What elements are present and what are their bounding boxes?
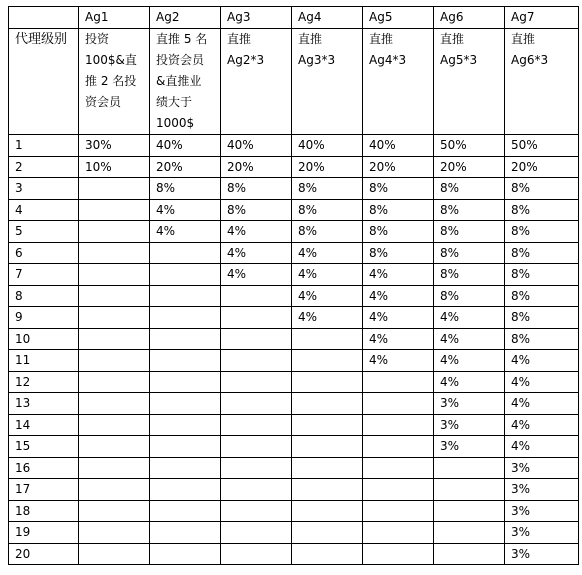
rate-cell-ag6: 50%: [434, 135, 505, 157]
rate-cell-ag2: [150, 500, 221, 522]
rate-cell-ag7: 50%: [505, 135, 579, 157]
rate-cell-ag2: [150, 307, 221, 329]
rate-cell-ag7: 3%: [505, 522, 579, 544]
header-cell-ag1: Ag1: [79, 7, 150, 29]
rate-cell-ag2: 40%: [150, 135, 221, 157]
rate-cell-ag4: [292, 500, 363, 522]
rate-cell-ag2: 4%: [150, 221, 221, 243]
rate-cell-ag6: 3%: [434, 393, 505, 415]
rate-cell-ag7: 8%: [505, 242, 579, 264]
rate-cell-ag2: 20%: [150, 156, 221, 178]
rate-cell-ag1: [79, 393, 150, 415]
rate-cell-ag2: 8%: [150, 178, 221, 200]
level-cell: 11: [9, 350, 79, 372]
rate-cell-ag2: [150, 371, 221, 393]
requirement-cell-ag7: 直推 Ag6*3: [505, 29, 579, 135]
rate-cell-ag7: 4%: [505, 414, 579, 436]
header-row: [9, 7, 579, 29]
rate-cell-ag6: 8%: [434, 242, 505, 264]
table-body: [9, 7, 579, 565]
commission-table: [8, 6, 579, 565]
table-row: [9, 479, 579, 501]
level-cell: 3: [9, 178, 79, 200]
rate-cell-ag6: 4%: [434, 328, 505, 350]
rate-cell-ag4: [292, 436, 363, 458]
rate-cell-ag4: 8%: [292, 199, 363, 221]
rate-cell-ag6: 8%: [434, 285, 505, 307]
rate-cell-ag5: 4%: [363, 264, 434, 286]
rate-cell-ag3: [221, 414, 292, 436]
rate-cell-ag7: 8%: [505, 221, 579, 243]
rate-cell-ag6: 4%: [434, 307, 505, 329]
rate-cell-ag7: 4%: [505, 436, 579, 458]
rate-cell-ag1: [79, 264, 150, 286]
level-cell: 4: [9, 199, 79, 221]
rate-cell-ag4: [292, 350, 363, 372]
rate-cell-ag6: 8%: [434, 178, 505, 200]
rate-cell-ag1: [79, 199, 150, 221]
rate-cell-ag5: [363, 543, 434, 565]
requirement-cell-ag3: 直推 Ag2*3: [221, 29, 292, 135]
rate-cell-ag2: [150, 414, 221, 436]
rate-cell-ag6: 8%: [434, 199, 505, 221]
rate-cell-ag4: 4%: [292, 307, 363, 329]
table-row: [9, 350, 579, 372]
rate-cell-ag3: 4%: [221, 221, 292, 243]
table-row: [9, 221, 579, 243]
rate-cell-ag3: [221, 543, 292, 565]
rate-cell-ag5: 4%: [363, 285, 434, 307]
rate-cell-ag4: 4%: [292, 242, 363, 264]
table-row: [9, 135, 579, 157]
table-row: [9, 199, 579, 221]
header-cell-ag7: Ag7: [505, 7, 579, 29]
rate-cell-ag5: [363, 371, 434, 393]
rate-cell-ag3: [221, 479, 292, 501]
rate-cell-ag5: 4%: [363, 307, 434, 329]
rate-cell-ag3: [221, 350, 292, 372]
rate-cell-ag4: 8%: [292, 178, 363, 200]
rate-cell-ag5: [363, 393, 434, 415]
rate-cell-ag1: [79, 350, 150, 372]
table-row: [9, 500, 579, 522]
rate-cell-ag4: [292, 393, 363, 415]
rate-cell-ag5: 20%: [363, 156, 434, 178]
rate-cell-ag6: [434, 543, 505, 565]
rate-cell-ag7: 8%: [505, 178, 579, 200]
rate-cell-ag3: [221, 500, 292, 522]
rate-cell-ag3: 8%: [221, 199, 292, 221]
rate-cell-ag5: 4%: [363, 350, 434, 372]
rate-cell-ag4: [292, 543, 363, 565]
rate-cell-ag2: [150, 479, 221, 501]
level-cell: 6: [9, 242, 79, 264]
rate-cell-ag4: 40%: [292, 135, 363, 157]
level-cell: 12: [9, 371, 79, 393]
rate-cell-ag5: [363, 522, 434, 544]
rate-cell-ag3: [221, 285, 292, 307]
requirement-cell-ag2: 直推 5 名 投资会员 &直推业 绩大于 1000$: [150, 29, 221, 135]
requirement-cell-ag5: 直推 Ag4*3: [363, 29, 434, 135]
rate-cell-ag6: 20%: [434, 156, 505, 178]
table-row: [9, 457, 579, 479]
rate-cell-ag7: 4%: [505, 371, 579, 393]
rate-cell-ag5: [363, 479, 434, 501]
rate-cell-ag3: 4%: [221, 264, 292, 286]
table-row: [9, 264, 579, 286]
rate-cell-ag1: [79, 178, 150, 200]
rate-cell-ag1: [79, 500, 150, 522]
rate-cell-ag1: [79, 414, 150, 436]
rate-cell-ag4: 4%: [292, 264, 363, 286]
rate-cell-ag2: [150, 522, 221, 544]
rate-cell-ag7: 4%: [505, 350, 579, 372]
rate-cell-ag7: 8%: [505, 264, 579, 286]
rate-cell-ag2: [150, 436, 221, 458]
requirement-label: 代理级别: [9, 29, 79, 135]
rate-cell-ag5: 8%: [363, 242, 434, 264]
rate-cell-ag6: 3%: [434, 414, 505, 436]
table-row: [9, 414, 579, 436]
rate-cell-ag6: [434, 457, 505, 479]
rate-cell-ag7: 8%: [505, 285, 579, 307]
header-cell-ag5: Ag5: [363, 7, 434, 29]
rate-cell-ag2: [150, 285, 221, 307]
rate-cell-ag3: [221, 522, 292, 544]
table-row: [9, 178, 579, 200]
rate-cell-ag2: [150, 242, 221, 264]
rate-cell-ag7: 3%: [505, 479, 579, 501]
rate-cell-ag6: 8%: [434, 264, 505, 286]
header-cell-ag4: Ag4: [292, 7, 363, 29]
table-row: [9, 522, 579, 544]
rate-cell-ag3: 40%: [221, 135, 292, 157]
level-cell: 2: [9, 156, 79, 178]
table-row: [9, 436, 579, 458]
rate-cell-ag3: [221, 393, 292, 415]
rate-cell-ag1: [79, 221, 150, 243]
level-cell: 5: [9, 221, 79, 243]
rate-cell-ag6: [434, 522, 505, 544]
rate-cell-ag5: [363, 436, 434, 458]
table-row: [9, 307, 579, 329]
rate-cell-ag5: [363, 457, 434, 479]
level-cell: 19: [9, 522, 79, 544]
rate-cell-ag4: 20%: [292, 156, 363, 178]
rate-cell-ag5: 8%: [363, 199, 434, 221]
table-row: [9, 242, 579, 264]
rate-cell-ag1: [79, 457, 150, 479]
rate-cell-ag6: 3%: [434, 436, 505, 458]
table-row: [9, 543, 579, 565]
level-cell: 20: [9, 543, 79, 565]
rate-cell-ag4: [292, 371, 363, 393]
rate-cell-ag1: [79, 371, 150, 393]
rate-cell-ag6: 8%: [434, 221, 505, 243]
rate-cell-ag5: [363, 500, 434, 522]
rate-cell-ag4: [292, 414, 363, 436]
rate-cell-ag7: 3%: [505, 457, 579, 479]
rate-cell-ag2: [150, 457, 221, 479]
requirement-cell-ag6: 直推 Ag5*3: [434, 29, 505, 135]
rate-cell-ag6: 4%: [434, 371, 505, 393]
level-cell: 10: [9, 328, 79, 350]
level-cell: 1: [9, 135, 79, 157]
rate-cell-ag7: 8%: [505, 307, 579, 329]
requirement-cell-ag1: 投资 100$&直 推 2 名投 资会员: [79, 29, 150, 135]
rate-cell-ag1: [79, 522, 150, 544]
rate-cell-ag4: [292, 457, 363, 479]
header-cell-ag6: Ag6: [434, 7, 505, 29]
table-row: [9, 285, 579, 307]
rate-cell-ag5: [363, 414, 434, 436]
rate-cell-ag7: 3%: [505, 543, 579, 565]
level-cell: 16: [9, 457, 79, 479]
rate-cell-ag4: [292, 522, 363, 544]
table-row: [9, 393, 579, 415]
rate-cell-ag2: [150, 264, 221, 286]
rate-cell-ag6: 4%: [434, 350, 505, 372]
rate-cell-ag1: [79, 328, 150, 350]
level-cell: 13: [9, 393, 79, 415]
table-row: [9, 328, 579, 350]
rate-cell-ag5: 40%: [363, 135, 434, 157]
header-cell-empty: [9, 7, 79, 29]
table-row: [9, 156, 579, 178]
rate-cell-ag7: 20%: [505, 156, 579, 178]
rate-cell-ag3: [221, 328, 292, 350]
rate-cell-ag3: [221, 307, 292, 329]
rate-cell-ag2: [150, 350, 221, 372]
level-cell: 17: [9, 479, 79, 501]
rate-cell-ag3: 20%: [221, 156, 292, 178]
header-cell-ag3: Ag3: [221, 7, 292, 29]
rate-cell-ag1: [79, 242, 150, 264]
rate-cell-ag1: [79, 436, 150, 458]
rate-cell-ag1: [79, 479, 150, 501]
rate-cell-ag1: [79, 543, 150, 565]
requirement-cell-ag4: 直推 Ag3*3: [292, 29, 363, 135]
requirement-row: [9, 29, 579, 135]
rate-cell-ag5: 4%: [363, 328, 434, 350]
rate-cell-ag2: [150, 543, 221, 565]
rate-cell-ag5: 8%: [363, 221, 434, 243]
level-cell: 9: [9, 307, 79, 329]
rate-cell-ag3: [221, 457, 292, 479]
rate-cell-ag2: 4%: [150, 199, 221, 221]
level-cell: 18: [9, 500, 79, 522]
rate-cell-ag3: [221, 436, 292, 458]
rate-cell-ag7: 8%: [505, 199, 579, 221]
level-cell: 14: [9, 414, 79, 436]
rate-cell-ag1: [79, 285, 150, 307]
level-cell: 7: [9, 264, 79, 286]
rate-cell-ag5: 8%: [363, 178, 434, 200]
rate-cell-ag4: [292, 479, 363, 501]
level-cell: 8: [9, 285, 79, 307]
rate-cell-ag7: 4%: [505, 393, 579, 415]
rate-cell-ag4: 4%: [292, 285, 363, 307]
rate-cell-ag1: 10%: [79, 156, 150, 178]
rate-cell-ag7: 8%: [505, 328, 579, 350]
rate-cell-ag7: 3%: [505, 500, 579, 522]
rate-cell-ag2: [150, 393, 221, 415]
header-cell-ag2: Ag2: [150, 7, 221, 29]
rate-cell-ag2: [150, 328, 221, 350]
rate-cell-ag6: [434, 500, 505, 522]
rate-cell-ag1: [79, 307, 150, 329]
rate-cell-ag3: 8%: [221, 178, 292, 200]
table-row: [9, 371, 579, 393]
rate-cell-ag1: 30%: [79, 135, 150, 157]
rate-cell-ag3: 4%: [221, 242, 292, 264]
rate-cell-ag3: [221, 371, 292, 393]
level-cell: 15: [9, 436, 79, 458]
rate-cell-ag4: 8%: [292, 221, 363, 243]
rate-cell-ag4: [292, 328, 363, 350]
rate-cell-ag6: [434, 479, 505, 501]
